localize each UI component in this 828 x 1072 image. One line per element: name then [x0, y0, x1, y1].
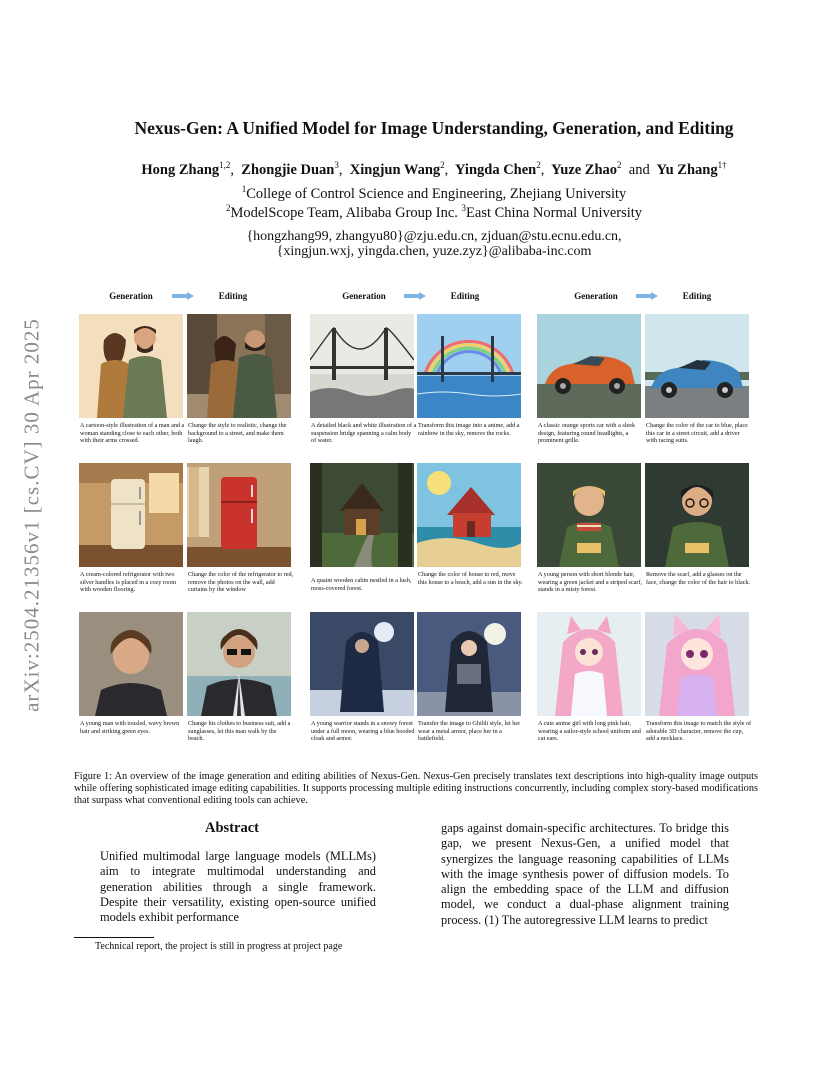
figure-image-red-house-beach	[417, 463, 521, 567]
arrow-right-icon	[172, 292, 194, 300]
affiliation-line-2	[60, 203, 808, 222]
figure-image-orange-car	[537, 314, 641, 418]
author-separator: ,	[338, 161, 343, 178]
author-separator: ,	[540, 161, 545, 178]
figure-header-generation: Generation	[574, 291, 618, 301]
figure-caption-cell: Change the color of the refrigerator to red, remove the photos on the wall, add curtains by the window	[188, 571, 294, 594]
figure-caption-cell: Transform this image into a anime, add a rainbow in the sky, remove the rocks.	[418, 422, 520, 437]
figure-caption-cell: A classic orange sports car with a sleek design, featuring round headlights, a prominent grille.	[538, 422, 636, 445]
author-separator: and	[628, 161, 650, 178]
figure-image-warrior-snow	[310, 612, 414, 716]
footnote-rule	[74, 937, 154, 938]
email-line-2: {xingjun.wxj, yingda.chen, yuze.zyz}@alibaba-inc.com	[276, 244, 592, 259]
figure-header-editing: Editing	[682, 291, 712, 301]
figure-caption-cell: A cream-colored refrigerator with two silver handles is placed in a cozy room with wooden flooring.	[80, 571, 177, 594]
paper-title: Nexus-Gen: A Unified Model for Image Understanding, Generation, and Editing	[134, 118, 734, 138]
abstract-continuation: gaps against domain-specific architectures. To bridge this gap, we present Nexus-Gen, a unified model that synergizes the language reasoning capabilities of LLMs with the image synthesis power of diffusion models. To align the embedding space of the LLM and diffusion model, we conduct a dual-phase alignment training process. (1) The autoregressive LLM learns to predict	[441, 821, 729, 927]
author-name: Xingjun Wang	[349, 161, 441, 178]
author-affil-sup: 1,2	[219, 160, 231, 170]
author-name: Yingda Chen	[455, 161, 537, 178]
figure-image-warrior-ghibli	[417, 612, 521, 716]
affiliation-line-1	[60, 184, 808, 203]
figure-image-cabin-forest	[310, 463, 414, 567]
author-affil-sup: 2	[536, 160, 541, 170]
affiliation-name: East China Normal University	[466, 204, 643, 221]
author-name: Yu Zhang	[656, 161, 718, 178]
affil-sup: 1	[241, 184, 247, 194]
author-affil-sup: 2	[617, 160, 622, 170]
affiliation-name: College of Control Science and Engineering, Zhejiang University	[246, 185, 627, 202]
footnote: Technical report, the project is still in progress at project page	[95, 941, 343, 952]
arrow-right-icon	[404, 292, 426, 300]
figure-caption-cell: Transform this image to match the style of adorable 3D character, remove the cup, add a necklace.	[646, 720, 752, 743]
abstract-body: Unified multimodal large language models (MLLMs) aim to integrate multimodal understanding and generation abilities through a single framework. Despite their versatility, existing open-source unified models exhibit performance	[100, 849, 376, 925]
figure-header-editing: Editing	[218, 291, 248, 301]
abstract-heading: Abstract	[205, 820, 259, 836]
figure-caption-cell: Change the style to realistic, change the background to a street, and make them laugh.	[188, 422, 287, 445]
arxiv-margin-stamp	[12, 270, 52, 760]
author-affil-sup: 3	[334, 160, 339, 170]
arrow-right-icon	[636, 292, 658, 300]
figure-caption-cell: A cute anime girl with long pink hair, wearing a sailor-style school uniform and cat ears.	[538, 720, 641, 743]
arxiv-stamp-text: arXiv:2504.21356v1 [cs.CV] 30 Apr 2025	[19, 318, 44, 712]
affil-sup: 3	[461, 203, 467, 213]
figure-caption-cell: Remove the scarf, add a glasses on the face, change the color of the hair to black.	[646, 571, 751, 586]
figure-caption-cell: Change the color of house to red, move this house to a beach, add a sun in the sky.	[418, 571, 523, 586]
author-name: Hong Zhang	[141, 161, 220, 178]
author-affil-sup: 2	[440, 160, 445, 170]
figure-image-realistic-couple	[187, 314, 291, 418]
figure-image-3d-character	[645, 612, 749, 716]
figure-image-cream-fridge	[79, 463, 183, 567]
figure-caption-cell: A young person with short blonde hair, wearing a green jacket and a striped scarf, stands in a misty forest.	[538, 571, 643, 594]
figure-header-generation: Generation	[109, 291, 153, 301]
figure-caption-cell: A quaint wooden cabin nestled in a lush, moss-covered forest.	[311, 577, 412, 592]
figure-caption-cell: A young warrior stands in a snowy forest under a full moon, wearing a blue hooded cloak and armor.	[311, 720, 415, 743]
affiliation-name: ModelScope Team, Alibaba Group Inc.	[230, 204, 458, 221]
author-list	[60, 160, 808, 179]
figure-image-blue-car	[645, 314, 749, 418]
affil-sup: 2	[225, 203, 231, 213]
figure-image-dark-hair-person	[645, 463, 749, 567]
figure-image-anime-girl	[537, 612, 641, 716]
author-name: Yuze Zhao	[551, 161, 618, 178]
author-separator: ,	[230, 161, 235, 178]
figure-header-generation: Generation	[342, 291, 386, 301]
figure-caption-cell: Change the color of the car to blue, place this car in a street circuit, add a driver with racing suits.	[646, 422, 748, 445]
figure-caption-cell: A young man with tousled, wavy brown hair and striking green eyes.	[80, 720, 180, 735]
figure-image-young-man	[79, 612, 183, 716]
figure-image-man-suit-sunglasses	[187, 612, 291, 716]
author-separator: ,	[444, 161, 449, 178]
figure-caption: Figure 1: An overview of the image generation and editing abilities of Nexus-Gen. Nexus-Gen precisely translates text descriptions into high-quality image outputs while offering sophisticated image editing capabilities. It supports processing multiple editing instructions concurrently, including complex story-based modifications that surpass what conventional editing tools can achieve.	[74, 771, 758, 807]
author-name: Zhongjie Duan	[241, 161, 335, 178]
figure-image-bridge-sketch	[310, 314, 414, 418]
figure-caption-cell: Change his clothes to business suit, add a sunglasses, let this man walk by the beach.	[188, 720, 291, 743]
author-affil-sup: 1†	[717, 160, 727, 170]
figure-image-bridge-anime	[417, 314, 521, 418]
figure-caption-cell: Transfer the image to Ghibli style, let her wear a metal armor, place her in a battlefield.	[418, 720, 521, 743]
figure-caption-cell: A cartoon-style illustration of a man and a woman standing close to each other, both with their arms crossed.	[80, 422, 185, 445]
figure-caption-cell: A detailed black and white illustration of a suspension bridge spanning a calm body of water.	[311, 422, 417, 445]
figure-image-cartoon-couple	[79, 314, 183, 418]
figure-image-red-fridge	[187, 463, 291, 567]
figure-image-blonde-person	[537, 463, 641, 567]
figure-header-editing: Editing	[450, 291, 480, 301]
email-line-1: {hongzhang99, zhangyu80}@zju.edu.cn, zjduan@stu.ecnu.edu.cn,	[246, 229, 622, 244]
